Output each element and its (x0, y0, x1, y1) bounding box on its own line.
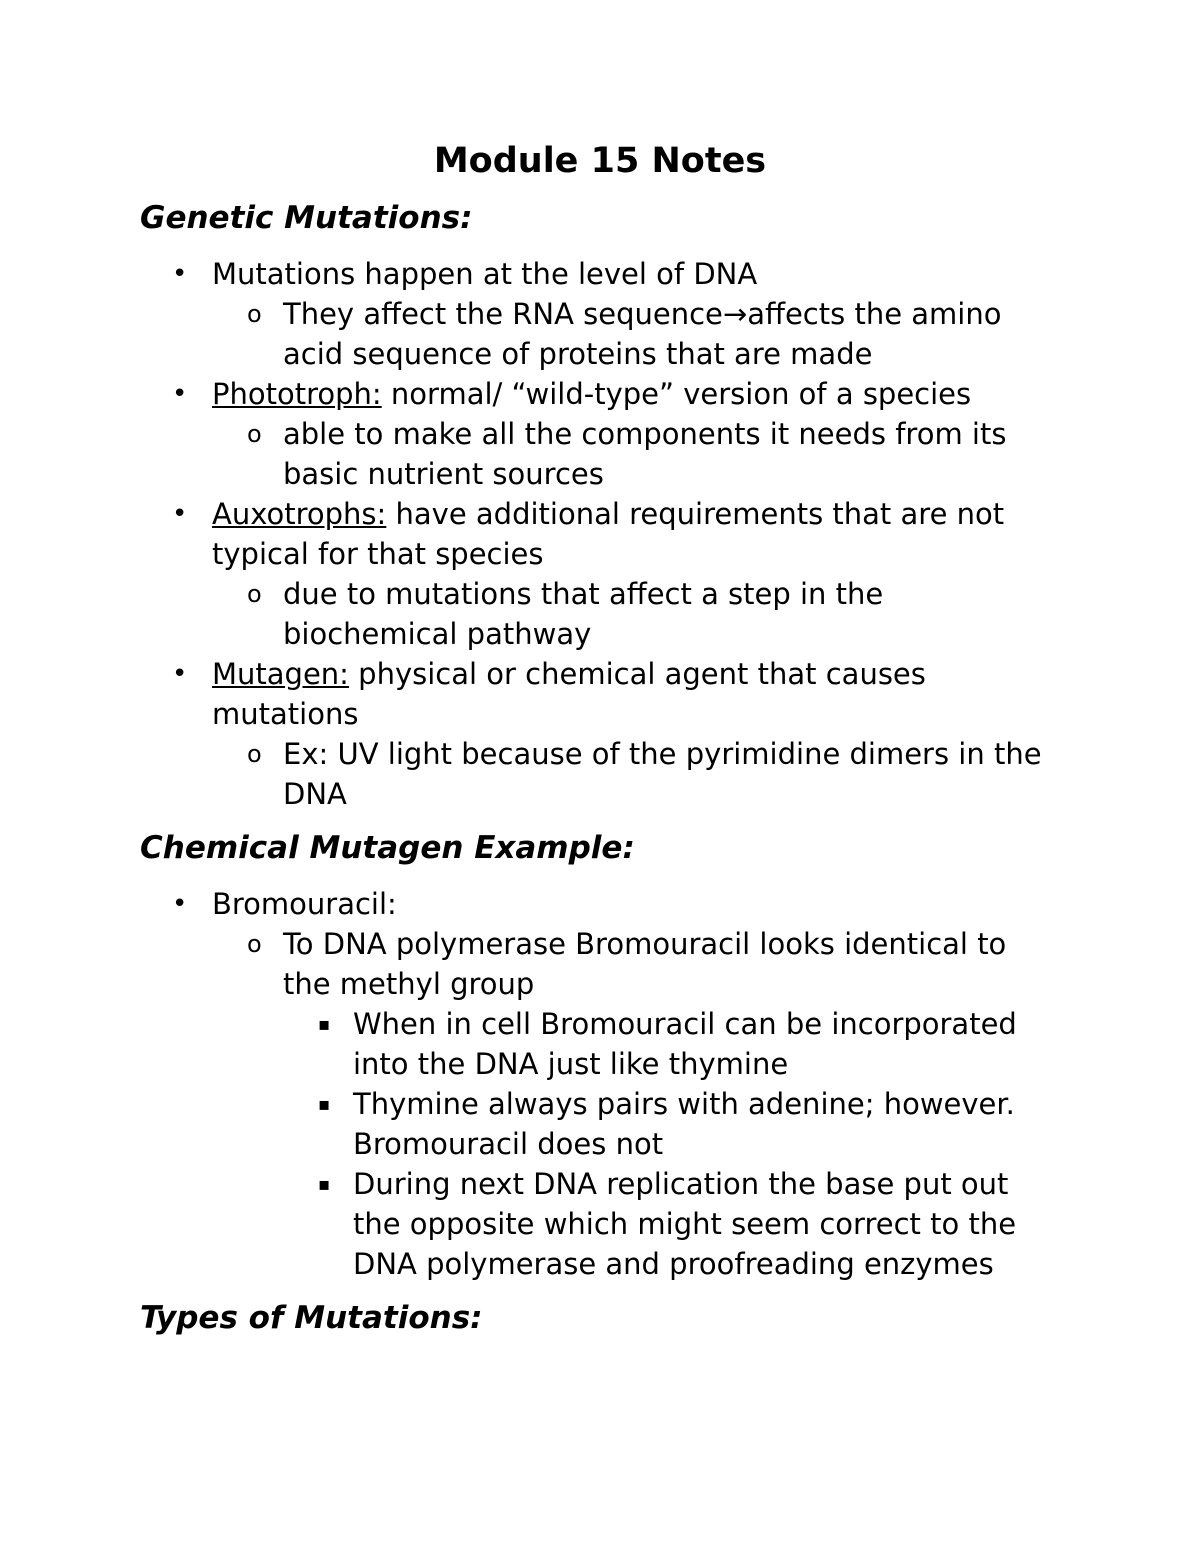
list-item-text: Mutations happen at the level of DNA (212, 257, 758, 291)
list-item-text: During next DNA replication the base put out the opposite which might seem correct to the DNA polymerase and proofreading enzymes (353, 1167, 1017, 1281)
section-heading-chemical-mutagen-example: Chemical Mutagen Example: (140, 830, 635, 866)
page-title: Module 15 Notes (433, 141, 767, 181)
right-arrow-icon: → (722, 297, 748, 331)
section-heading-types-of-mutations: Types of Mutations: (140, 1300, 483, 1336)
list-item (140, 294, 1060, 374)
bullet-dot-icon: • (172, 379, 188, 409)
term-phototroph: Phototroph: (212, 377, 382, 411)
list-item (140, 414, 1060, 494)
list-item-text: Thymine always pairs with adenine; however. Bromouracil does not (353, 1087, 1015, 1161)
genetic-mutations-list (140, 254, 1060, 814)
list-item-text: due to mutations that affect a step in the biochemical pathway (283, 577, 884, 651)
term-mutagen: Mutagen: (212, 657, 349, 691)
bullet-dot-icon: • (172, 659, 188, 689)
list-item-text: When in cell Bromouracil can be incorporated into the DNA just like thymine (353, 1007, 1017, 1081)
term-auxotrophs: Auxotrophs: (212, 497, 387, 531)
list-item (140, 734, 1060, 814)
list-item-text: able to make all the components it needs from its basic nutrient sources (283, 417, 1007, 491)
list-item (140, 654, 1060, 734)
document-page (140, 138, 1060, 1354)
list-item-text: Bromouracil: (212, 887, 397, 921)
bullet-circle-icon: o (247, 930, 262, 958)
bullet-circle-icon: o (247, 580, 262, 608)
list-item (140, 884, 1060, 924)
list-item (140, 574, 1060, 654)
list-item (140, 494, 1060, 574)
list-item (140, 1164, 1060, 1284)
list-item (140, 1084, 1060, 1164)
chemical-mutagen-list (140, 884, 1060, 1284)
section-heading-genetic-mutations: Genetic Mutations: (140, 200, 473, 236)
list-item-text: They affect the RNA sequence (283, 297, 723, 331)
bullet-dot-icon: • (172, 499, 188, 529)
bullet-circle-icon: o (247, 420, 262, 448)
bullet-dot-icon: • (172, 259, 188, 289)
bullet-square-icon: ▪ (318, 1094, 331, 1115)
list-item-text: physical or chemical agent that causes mutations (212, 657, 926, 731)
list-item-text: To DNA polymerase Bromouracil looks identical to the methyl group (283, 927, 1007, 1001)
bullet-square-icon: ▪ (318, 1174, 331, 1195)
list-item (140, 924, 1060, 1004)
list-item (140, 374, 1060, 414)
list-item (140, 254, 1060, 294)
bullet-dot-icon: • (172, 889, 188, 919)
list-item (140, 1004, 1060, 1084)
bullet-circle-icon: o (247, 740, 262, 768)
list-item-text: Ex: UV light because of the pyrimidine dimers in the DNA (283, 737, 1042, 811)
list-item-text: normal/ “wild-type” version of a species (381, 377, 972, 411)
bullet-square-icon: ▪ (318, 1014, 331, 1035)
list-item-text: have additional requirements that are not typical for that species (212, 497, 1005, 571)
list-item-text: affects the amino acid sequence of proteins that are made (283, 297, 1002, 371)
bullet-circle-icon: o (247, 300, 262, 328)
